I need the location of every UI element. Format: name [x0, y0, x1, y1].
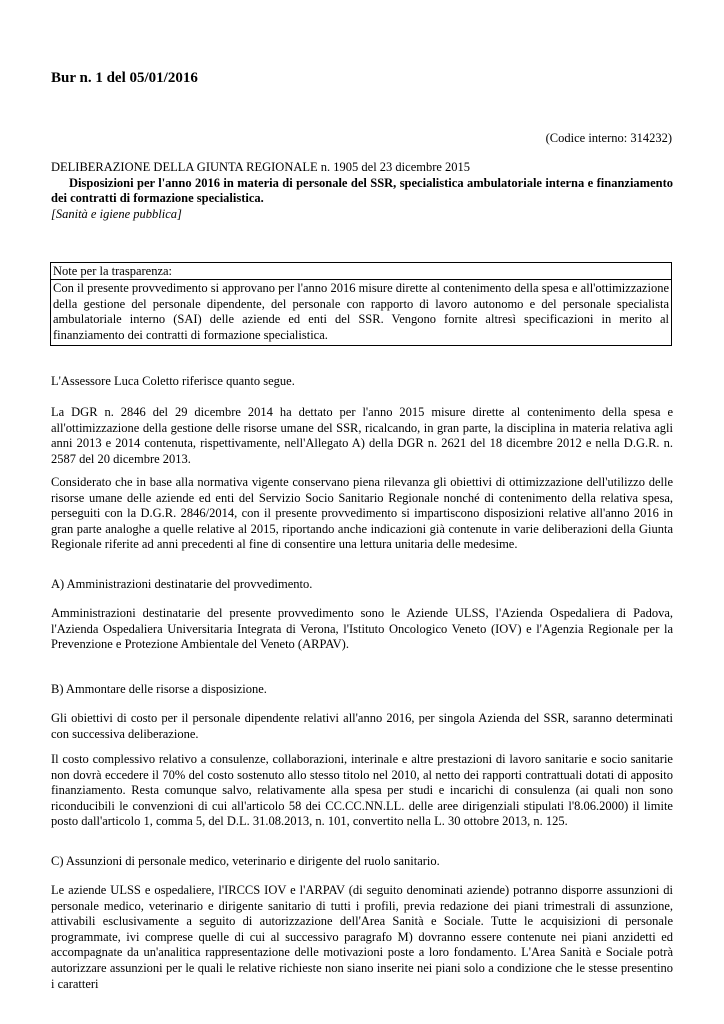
section-a-heading: A) Amministrazioni destinatarie del provvedimento. [51, 577, 313, 591]
section-c-paragraph: Le aziende ULSS e ospedaliere, l'IRCCS IOV e l'ARPAV (di seguito denominati aziende) potranno disporre assunzioni di personale medico, veterinario e dirigente sanitario di tutti i profili, previa redazione dei piani trimestrali di assunzione, attivabili esclusivamente a seguito di autorizzazione dell'Area Sanità e Sociale. Tutte le acquisizioni di personale programmate, ivi comprese quelle di cui al successivo paragrafo M) dovranno essere contenute nei piani anzidetti ed accompagnate da un'analitica rappresentazione delle motivazioni poste a loro fondamento. L'Area Sanità e Sociale potrà autorizzare assunzioni per le quali le relative richieste non siano inserite nei piani solo a condizione che le stesse presentino i caratteri [51, 883, 673, 991]
transparency-note-text: Con il presente provvedimento si approvano per l'anno 2016 misure dirette al contenimento della spesa e all'ottimizzazione della gestione del personale dipendente, del personale con rapporto di lavoro autonomo e del personale specialista ambulatoriale interno (SAI) delle aziende ed enti del SSR. Vengono fornite altresì specificazioni in merito al finanziamento dei contratti di formazione specialistica. [53, 281, 669, 342]
paragraph-considerato: Considerato che in base alla normativa vigente conservano piena rilevanza gli obiettivi di ottimizzazione dell'utilizzo delle risorse umane delle aziende ed enti del Servizio Socio Sanitario Regionale nonché di contenimento della relativa spesa, perseguiti con la D.G.R. 2846/2014, con il presente provvedimento si impartiscono disposizioni relative all'anno 2016 in gran parte analoghe a quelle relative al 2015, riportando anche indicazioni già contenute in varie deliberazioni della Giunta Regionale riferite ad anni precedenti al fine di consentire una lettura unitaria delle medesime. [51, 475, 673, 552]
transparency-note-label: Note per la trasparenza: [51, 263, 671, 280]
section-c-heading: C) Assunzioni di personale medico, veterinario e dirigente del ruolo sanitario. [51, 854, 440, 868]
transparency-note-box [50, 262, 672, 346]
deliberation-heading [51, 160, 673, 222]
deliberation-reference: DELIBERAZIONE DELLA GIUNTA REGIONALE n. 1905 del 23 dicembre 2015 [51, 160, 471, 174]
internal-code: (Codice interno: 314232) [545, 131, 672, 145]
paragraph-dgr-2846: La DGR n. 2846 del 29 dicembre 2014 ha dettato per l'anno 2015 misure dirette al contenimento della spesa e all'ottimizzazione della gestione delle risorse umane del SSR, ricalcando, in gran parte, la disciplina in materia relativa agli anni 2013 e 2014 contenuta, rispettivamente, nell'Allegato A) della DGR n. 2621 del 18 dicembre 2012 e nella D.G.R. n. 2587 del 20 dicembre 2013. [51, 405, 673, 466]
section-a-paragraph: Amministrazioni destinatarie del presente provvedimento sono le Aziende ULSS, l'Azienda Ospedaliera di Padova, l'Azienda Ospedaliera Universitaria Integrata di Verona, l'Istituto Oncologico Veneto (IOV) e l'Agenzia Regionale per la Prevenzione e Protezione Ambientale del Veneto (ARPAV). [51, 606, 673, 652]
deliberation-title: Disposizioni per l'anno 2016 in materia di personale del SSR, specialistica ambulatoriale interna e finanziamento dei contratti di formazione specialistica. [51, 175, 673, 206]
subject-category: [Sanità e igiene pubblica] [51, 206, 182, 221]
section-b-heading: B) Ammontare delle risorse a disposizione. [51, 682, 267, 696]
section-b-paragraph-2: Il costo complessivo relativo a consulenze, collaborazioni, interinale e altre prestazioni di lavoro sanitarie e socio sanitarie non dovrà eccedere il 70% del costo sostenuto allo stesso titolo nel 2010, al netto dei rapporti contrattuali dotati di apposito finanziamento. Resta comunque salvo, relativamente alla spesa per studi e incarichi di consulenza (ai quali non sono riconducibili le convenzioni di cui all'articolo 58 dei CC.CC.NN.LL. delle aree dirigenziali stipulati l'8.06.2000) il limite posto dall'articolo 1, comma 5, del D.L. 31.08.2013, n. 101, convertito nella L. 30 ottobre 2013, n. 125. [51, 752, 673, 829]
intro-paragraph: L'Assessore Luca Coletto riferisce quanto segue. [51, 374, 295, 388]
bulletin-number: Bur n. 1 del 05/01/2016 [51, 70, 198, 86]
section-b-paragraph-1: Gli obiettivi di costo per il personale dipendente relativi all'anno 2016, per singola Azienda del SSR, saranno determinati con successiva deliberazione. [51, 711, 673, 741]
